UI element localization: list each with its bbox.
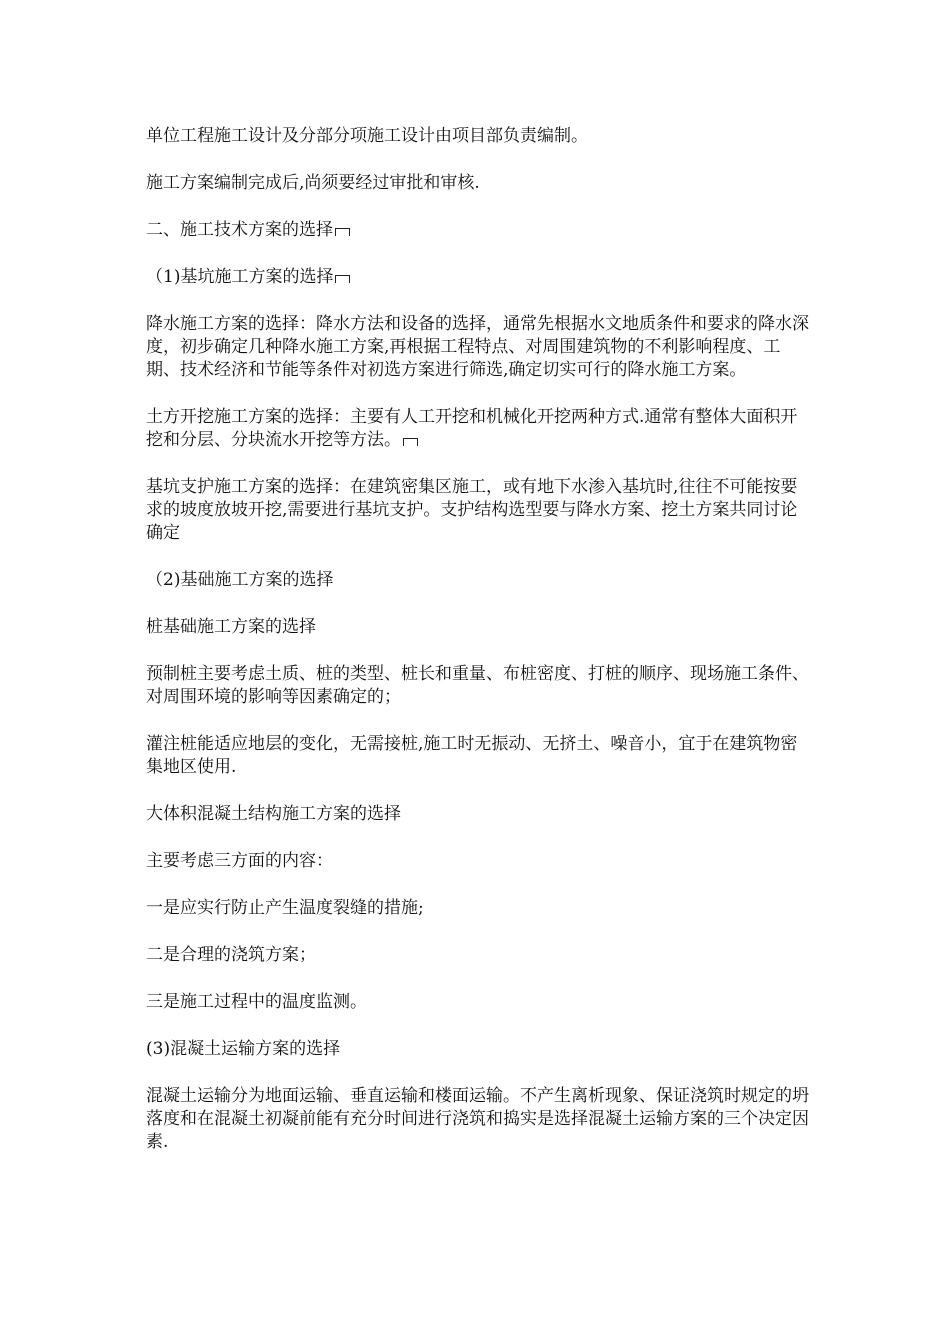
paragraph-text: 一是应实行防止产生温度裂缝的措施; <box>146 898 424 918</box>
paragraph <box>146 406 810 452</box>
paragraph-text: 预制桩主要考虑土质、桩的类型、桩长和重量、布桩密度、打桩的顺序、现场施工条件、对周围环境的影响等因素确定的； <box>146 664 809 707</box>
paragraph <box>146 850 810 873</box>
paragraph-text: 施工方案编制完成后,尚须要经过审批和审核. <box>146 173 480 193</box>
paragraph <box>146 616 810 639</box>
paragraph-text: 土方开挖施工方案的选择：主要有人工开挖和机械化开挖两种方式.通常有整体大面积开挖和分层、分块流水开挖等方法。 <box>146 407 798 450</box>
subsection-heading <box>146 1038 810 1061</box>
paragraph-text: 混凝土运输分为地面运输、垂直运输和楼面运输。不产生离析现象、保证浇筑时规定的坍落度和在混凝土初凝前能有充分时间进行浇筑和捣实是选择混凝土运输方案的三个决定因素. <box>146 1086 809 1152</box>
subsection-heading <box>146 569 810 592</box>
paragraph <box>146 172 810 195</box>
paragraph-text: 灌注桩能适应地层的变化，无需接桩,施工时无振动、无挤土、噪音小，宜于在建筑物密集地区使用. <box>146 734 798 777</box>
paragraph <box>146 125 810 148</box>
paragraph-mark-icon <box>403 438 418 446</box>
paragraph-text: 二、施工技术方案的选择 <box>146 220 333 240</box>
paragraph-text: 三是施工过程中的温度监测。 <box>146 992 367 1012</box>
paragraph <box>146 733 810 779</box>
paragraph <box>146 663 810 709</box>
paragraph-text: （2)基础施工方案的选择 <box>146 570 334 590</box>
paragraph <box>146 313 810 382</box>
document-page <box>146 0 810 1178</box>
paragraph <box>146 897 810 920</box>
paragraph-text: 主要考虑三方面的内容： <box>146 851 333 871</box>
paragraph <box>146 944 810 967</box>
paragraph <box>146 476 810 545</box>
paragraph <box>146 1085 810 1154</box>
subsection-heading <box>146 266 810 289</box>
paragraph-text: （1)基坑施工方案的选择 <box>146 267 334 287</box>
paragraph-mark-icon <box>335 275 350 283</box>
paragraph-text: 二是合理的浇筑方案； <box>146 945 316 965</box>
paragraph <box>146 991 810 1014</box>
paragraph-mark-icon <box>335 228 350 236</box>
paragraph-text: 大体积混凝土结构施工方案的选择 <box>146 804 401 824</box>
section-heading <box>146 219 810 242</box>
paragraph-text: 基坑支护施工方案的选择：在建筑密集区施工，或有地下水渗入基坑时,往往不可能按要求的坡度放坡开挖,需要进行基坑支护。支护结构选型要与降水方案、挖土方案共同讨论确定 <box>146 477 798 543</box>
paragraph-text: 桩基础施工方案的选择 <box>146 617 316 637</box>
paragraph-text: 降水施工方案的选择：降水方法和设备的选择，通常先根据水文地质条件和要求的降水深度，初步确定几种降水施工方案,再根据工程特点、对周围建筑物的不利影响程度、工期、技术经济和节能等条件对初选方案进行筛选,确定切实可行的降水施工方案。 <box>146 314 809 380</box>
paragraph-text: (3)混凝土运输方案的选择 <box>146 1039 341 1059</box>
paragraph-text: 单位工程施工设计及分部分项施工设计由项目部负责编制。 <box>146 126 588 146</box>
paragraph <box>146 803 810 826</box>
